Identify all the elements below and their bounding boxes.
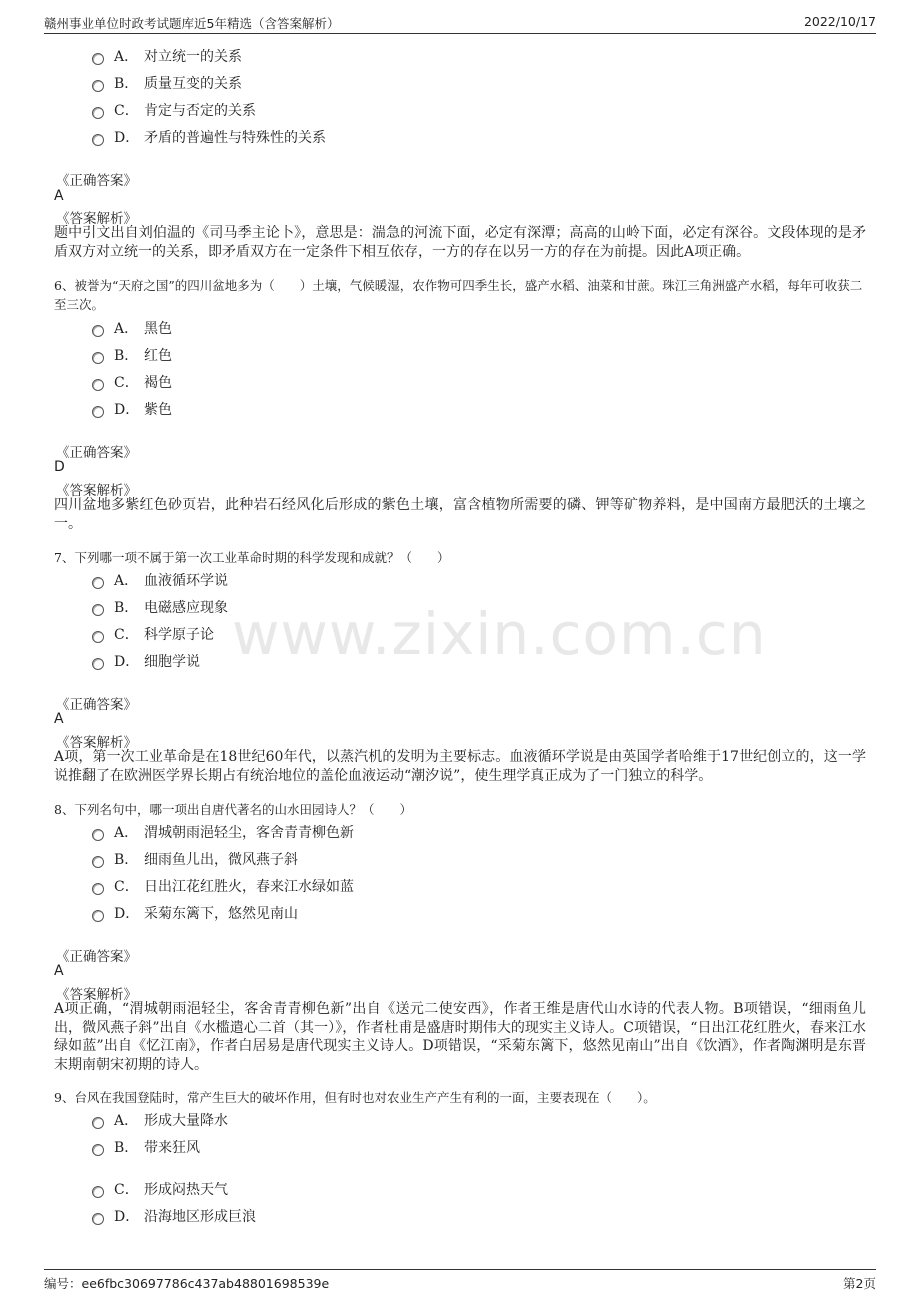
question-7: 7、下列哪一项不属于第一次工业革命时期的科学发现和成就？（ ） <box>54 550 450 565</box>
explanation-q8: A项正确，“渭城朝雨浥轻尘，客舍青青柳色新”出自《送元二使安西》，作者王维是唐代山水诗的代表人物。B项错误，“细雨鱼儿出，微风燕子斜”出自《水槛遣心二首（其一）》，作者杜甫是盛唐时期伟大的现实主义诗人。C项错误，“日出江花红胜火，春来江水绿如蓝”出自《忆江南》，作者白居易是唐代现实主义诗人。D项错误，“采菊东篱下，悠然见南山”出自《饮酒》，作者陶渊明是东晋末期南朝宋初期的诗人。 <box>54 1001 866 1073</box>
radio-icon[interactable] <box>92 406 104 418</box>
option-q7-c[interactable]: C． 科学原子论 <box>92 624 214 644</box>
radio-icon[interactable] <box>92 1144 104 1156</box>
radio-icon[interactable] <box>92 829 104 841</box>
page-header <box>44 11 876 34</box>
explanation-q6: 四川盆地多紫红色砂页岩，此种岩石经风化后形成的紫色土壤，富含植物所需要的磷、钾等矿物养料，是中国南方最肥沃的土壤之一。 <box>54 497 866 532</box>
option-q7-d[interactable]: D． 细胞学说 <box>92 651 200 671</box>
option-q5-c[interactable]: C． 肯定与否定的关系 <box>92 100 256 120</box>
answer-value-q7: A <box>54 711 64 727</box>
explanation-q5: 题中引文出自刘伯温的《司马季主论卜》，意思是：湍急的河流下面，必定有深潭；高高的山岭下面，必定有深谷。文段体现的是矛盾双方对立统一的关系，即矛盾双方在一定条件下相互依存，一方的存在以另一方的存在为前提。因此A项正确。 <box>54 225 866 260</box>
explanation-label: 《答案解析》 <box>56 735 137 751</box>
option-q8-b[interactable]: B． 细雨鱼儿出，微风燕子斜 <box>92 849 298 869</box>
radio-icon[interactable] <box>92 631 104 643</box>
explanation-label: 《答案解析》 <box>56 211 137 227</box>
answer-label: 《正确答案》 <box>56 445 137 461</box>
page-number: 第2页 <box>843 1276 876 1291</box>
option-q6-b[interactable]: B． 红色 <box>92 345 172 365</box>
radio-icon[interactable] <box>92 1186 104 1198</box>
option-q8-a[interactable]: A． 渭城朝雨浥轻尘，客舍青青柳色新 <box>92 822 354 842</box>
radio-icon[interactable] <box>92 910 104 922</box>
watermark: www.zixin.com.cn <box>232 600 767 668</box>
radio-icon[interactable] <box>92 604 104 616</box>
document-date: 2022/10/17 <box>803 14 876 29</box>
explanation-label: 《答案解析》 <box>56 987 137 1003</box>
answer-value-q6: D <box>54 459 65 475</box>
explanation-q7: A项，第一次工业革命是在18世纪60年代，以蒸汽机的发明为主要标志。血液循环学说是由英国学者哈维于17世纪创立的，这一学说推翻了在欧洲医学界长期占有统治地位的盖伦血液运动“潮汐说”，使生理学真正成为了一门独立的科学。 <box>54 749 866 784</box>
answer-value-q5: A <box>54 188 64 204</box>
option-q7-a[interactable]: A． 血液循环学说 <box>92 570 228 590</box>
radio-icon[interactable] <box>92 53 104 65</box>
option-q9-a[interactable]: A． 形成大量降水 <box>92 1110 228 1130</box>
page-footer <box>44 1269 876 1292</box>
option-q8-d[interactable]: D． 采菊东篱下，悠然见南山 <box>92 903 298 923</box>
option-q6-a[interactable]: A． 黑色 <box>92 318 172 338</box>
option-q8-c[interactable]: C． 日出江花红胜火，春来江水绿如蓝 <box>92 876 354 896</box>
radio-icon[interactable] <box>92 379 104 391</box>
question-6: 6、被誉为“天府之国”的四川盆地多为（ ）土壤，气候暖湿，农作物可四季生长，盛产水稻、油菜和甘蔗。珠江三角洲盛产水稻，每年可收获二至三次。 <box>54 278 863 312</box>
radio-icon[interactable] <box>92 107 104 119</box>
answer-value-q8: A <box>54 963 64 979</box>
option-q5-a[interactable]: A． 对立统一的关系 <box>92 46 242 66</box>
option-q9-b[interactable]: B． 带来狂风 <box>92 1137 200 1157</box>
radio-icon[interactable] <box>92 658 104 670</box>
radio-icon[interactable] <box>92 325 104 337</box>
radio-icon[interactable] <box>92 80 104 92</box>
option-q5-d[interactable]: D． 矛盾的普遍性与特殊性的关系 <box>92 127 326 147</box>
answer-label: 《正确答案》 <box>56 173 137 189</box>
option-q6-d[interactable]: D． 紫色 <box>92 399 172 419</box>
option-q9-d[interactable]: D． 沿海地区形成巨浪 <box>92 1206 256 1226</box>
option-q5-b[interactable]: B． 质量互变的关系 <box>92 73 242 93</box>
option-q6-c[interactable]: C． 褐色 <box>92 372 172 392</box>
radio-icon[interactable] <box>92 134 104 146</box>
document-code: 编号：ee6fbc30697786c437ab48801698539e <box>44 1276 330 1291</box>
radio-icon[interactable] <box>92 577 104 589</box>
radio-icon[interactable] <box>92 883 104 895</box>
explanation-label: 《答案解析》 <box>56 483 137 499</box>
question-9: 9、台风在我国登陆时，常产生巨大的破坏作用，但有时也对农业生产产生有利的一面，主要表现在（ ）。 <box>54 1090 656 1105</box>
radio-icon[interactable] <box>92 1213 104 1225</box>
answer-label: 《正确答案》 <box>56 949 137 965</box>
radio-icon[interactable] <box>92 352 104 364</box>
question-8: 8、下列名句中，哪一项出自唐代著名的山水田园诗人？（ ） <box>54 802 412 817</box>
answer-label: 《正确答案》 <box>56 697 137 713</box>
radio-icon[interactable] <box>92 1117 104 1129</box>
option-q7-b[interactable]: B． 电磁感应现象 <box>92 597 228 617</box>
document-title: 赣州事业单位时政考试题库近5年精选（含答案解析） <box>44 16 340 31</box>
option-q9-c[interactable]: C． 形成闷热天气 <box>92 1179 228 1199</box>
radio-icon[interactable] <box>92 856 104 868</box>
